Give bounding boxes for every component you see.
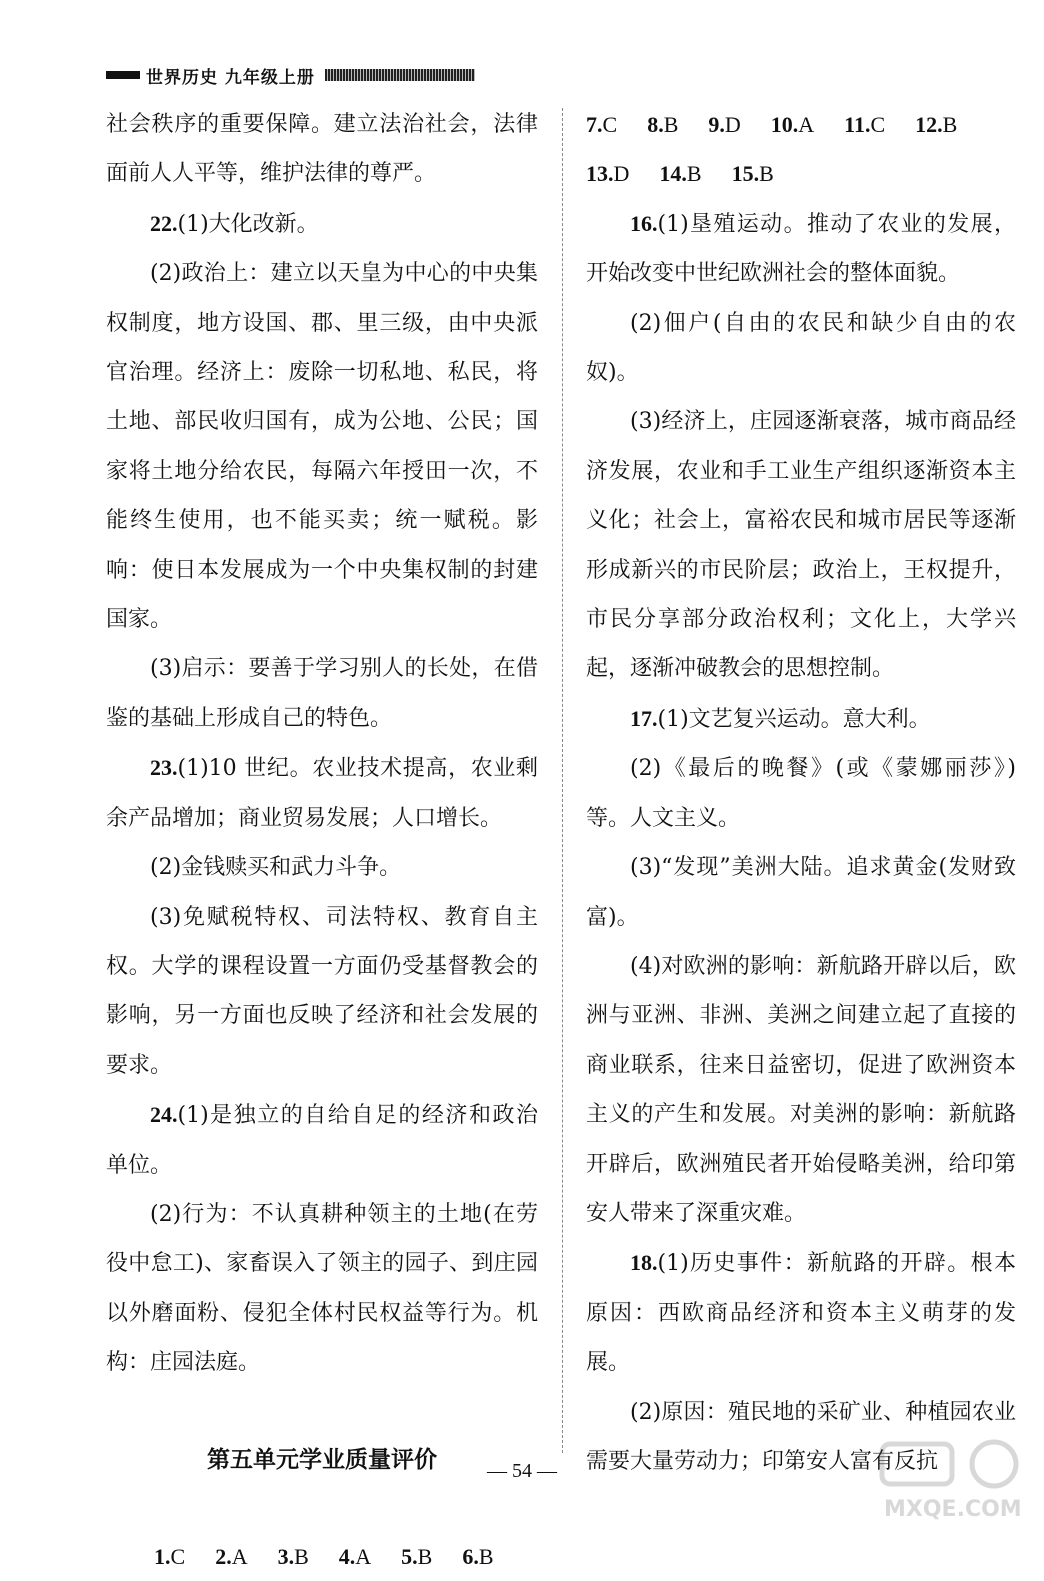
right-paragraph [586,299,1016,398]
question-number: 22. [150,210,178,236]
mcq-choice: A [798,112,815,137]
left-paragraphs [106,100,538,1388]
mcq-answers-right-row1 [586,100,1016,149]
mcq-answer [339,1532,371,1581]
mcq-number: 15. [731,161,760,187]
mcq-answer [659,149,701,198]
section-title: 第五单元学业质量评价 [207,1446,437,1473]
mcq-choice: B [759,161,774,187]
question-number: 16. [630,210,658,236]
mcq-choice: A [231,1543,248,1569]
answer-text: (2)佃户(自由的农民和缺少自由的农奴)。 [586,310,1016,386]
left-paragraph [106,743,538,843]
right-paragraph [586,1238,1016,1387]
mcq-answer [401,1532,432,1581]
mcq-choice: B [663,112,679,137]
mcq-answer [215,1532,247,1581]
right-paragraph [586,694,1016,744]
svg-text:MXQE.COM: MXQE.COM [884,1497,1022,1522]
mcq-number: 10. [770,112,799,137]
mcq-answer [586,149,629,198]
answer-text: 社会秩序的重要保障。建立法治社会，法律面前人人平等，维护法律的尊严。 [106,112,538,187]
answer-text: (1)10 世纪。农业技术提高，农业剩余产品增加；商业贸易发展；人口增长。 [106,756,538,831]
answer-text: (1)是独立的自给自足的经济和政治单位。 [106,1103,538,1178]
mcq-number: 5. [401,1543,418,1569]
mcq-number: 13. [586,161,614,187]
mcq-answers-left [106,1532,538,1581]
left-column [106,100,538,1581]
mcq-answers-right-row2 [586,149,1016,198]
answer-text: (1)历史事件：新航路的开辟。根本原因：西欧商品经济和资本主义萌芽的发展。 [586,1251,1016,1376]
mcq-number: 8. [647,112,664,137]
right-paragraph [586,843,1016,942]
mcq-number: 4. [338,1543,356,1569]
mcq-choice: C [170,1543,186,1569]
left-paragraph [106,249,538,644]
mcq-answer [154,1532,185,1581]
mcq-number: 14. [659,161,687,187]
left-paragraph [106,843,538,892]
mcq-choice: C [602,112,618,137]
mcq-choice: B [686,161,702,187]
mcq-number: 1. [154,1543,171,1569]
left-paragraph [106,100,538,199]
mcq-number: 9. [708,112,725,137]
mcq-answer [586,100,617,149]
answer-text: (2)金钱赎买和武力斗争。 [150,855,402,881]
left-paragraph [106,1190,538,1388]
answer-text: (2)行为：不认真耕种领主的土地(在劳役中怠工)、家畜误入了领主的园子、到庄园以外磨面粉、侵犯全体村民权益等行为。机构：庄园法庭。 [106,1201,538,1376]
mcq-answer [278,1532,309,1581]
answer-text: (3)启示：要善于学习别人的长处，在借鉴的基础上形成自己的特色。 [106,656,538,731]
mcq-choice: C [870,112,886,137]
mcq-choice: B [417,1543,433,1569]
mcq-choice: B [478,1543,494,1569]
mcq-answer [732,149,774,198]
right-paragraph [586,199,1016,299]
mcq-choice: A [355,1543,372,1569]
mcq-answer [647,100,678,149]
mcq-number: 3. [277,1543,295,1569]
mcq-choice: B [294,1543,309,1569]
right-paragraph [586,744,1016,843]
answer-text: (1)垦殖运动。推动了农业的发展，开始改变中世纪欧洲社会的整体面貌。 [586,211,1016,287]
running-header [106,60,475,90]
question-number: 24. [150,1102,178,1128]
mcq-choice: D [613,161,630,187]
mcq-number: 11. [844,112,871,137]
mcq-answer [915,100,957,149]
watermark-logo [874,1424,1024,1524]
mcq-answer [844,100,885,149]
mcq-number: 12. [915,112,943,137]
answer-text: (2)《最后的晚餐》(或《蒙娜丽莎》)等。人文主义。 [586,756,1016,831]
answer-text: (3)免赋税特权、司法特权、教育自主权。大学的课程设置一方面仍受基督教会的影响，另一方面也反映了经济和社会发展的要求。 [106,904,538,1078]
answer-text: (3)经济上，庄园逐渐衰落，城市商品经济发展，农业和手工业生产组织逐渐资本主义化；社会上，富裕农民和城市居民等逐渐形成新兴的市民阶层；政治上，王权提升，市民分享部分政治权利；文化上，大学兴起，逐渐冲破教会的思想控制。 [586,409,1016,682]
right-paragraph [586,397,1016,693]
header-title: 世界历史 九年级上册 [146,67,315,88]
mcq-number: 6. [462,1543,479,1569]
mcq-answer [708,100,740,149]
header-bar-decoration [106,71,140,79]
answer-text: (2)政治上：建立以天皇为中心的中央集权制度，地方设国、郡、里三级，由中央派官治理。经济上：废除一切私地、私民，将土地、部民收归国有，成为公地、公民；国家将土地分给农民，每隔六年授田一次，不能终生使用，也不能买卖；统一赋税。影响：使日本发展成为一个中央集权制的封建国家。 [106,261,538,633]
answer-text: (3)“发现”美洲大陆。追求黄金(发财致富)。 [586,855,1016,930]
column-divider [562,108,563,1453]
mcq-number: 7. [586,112,603,137]
left-paragraph [106,199,538,249]
mcq-answer [462,1532,493,1581]
page-number: — 54 — [487,1460,557,1482]
mcq-number: 2. [215,1543,232,1569]
left-paragraph [106,893,538,1091]
answer-text: (4)对欧洲的影响：新航路开辟以后，欧洲与亚洲、非洲、美洲之间建立起了直接的商业联系，往来日益密切，促进了欧洲资本主义的产生和发展。对美洲的影响：新航路开辟后，欧洲殖民者开始侵略美洲，给印第安人带来了深重灾难。 [586,953,1016,1226]
question-number: 18. [630,1250,658,1276]
answer-text: (1)大化改新。 [177,211,319,237]
right-paragraphs [586,199,1016,1487]
mcq-answer [771,100,814,149]
question-number: 17. [630,705,658,731]
left-paragraph [106,1090,538,1190]
question-number: 23. [150,755,178,781]
answer-text: (2)原因：殖民地的采矿业、种植园农业需要大量劳动力；印第安人富有反抗 [586,1399,1016,1474]
header-stripe-decoration [325,69,475,81]
right-paragraph [586,942,1016,1238]
answer-text: (1)文艺复兴运动。意大利。 [657,706,931,732]
right-column [586,100,1016,1486]
mcq-choice: B [942,112,958,137]
left-paragraph [106,644,538,743]
mcq-choice: D [724,112,741,137]
